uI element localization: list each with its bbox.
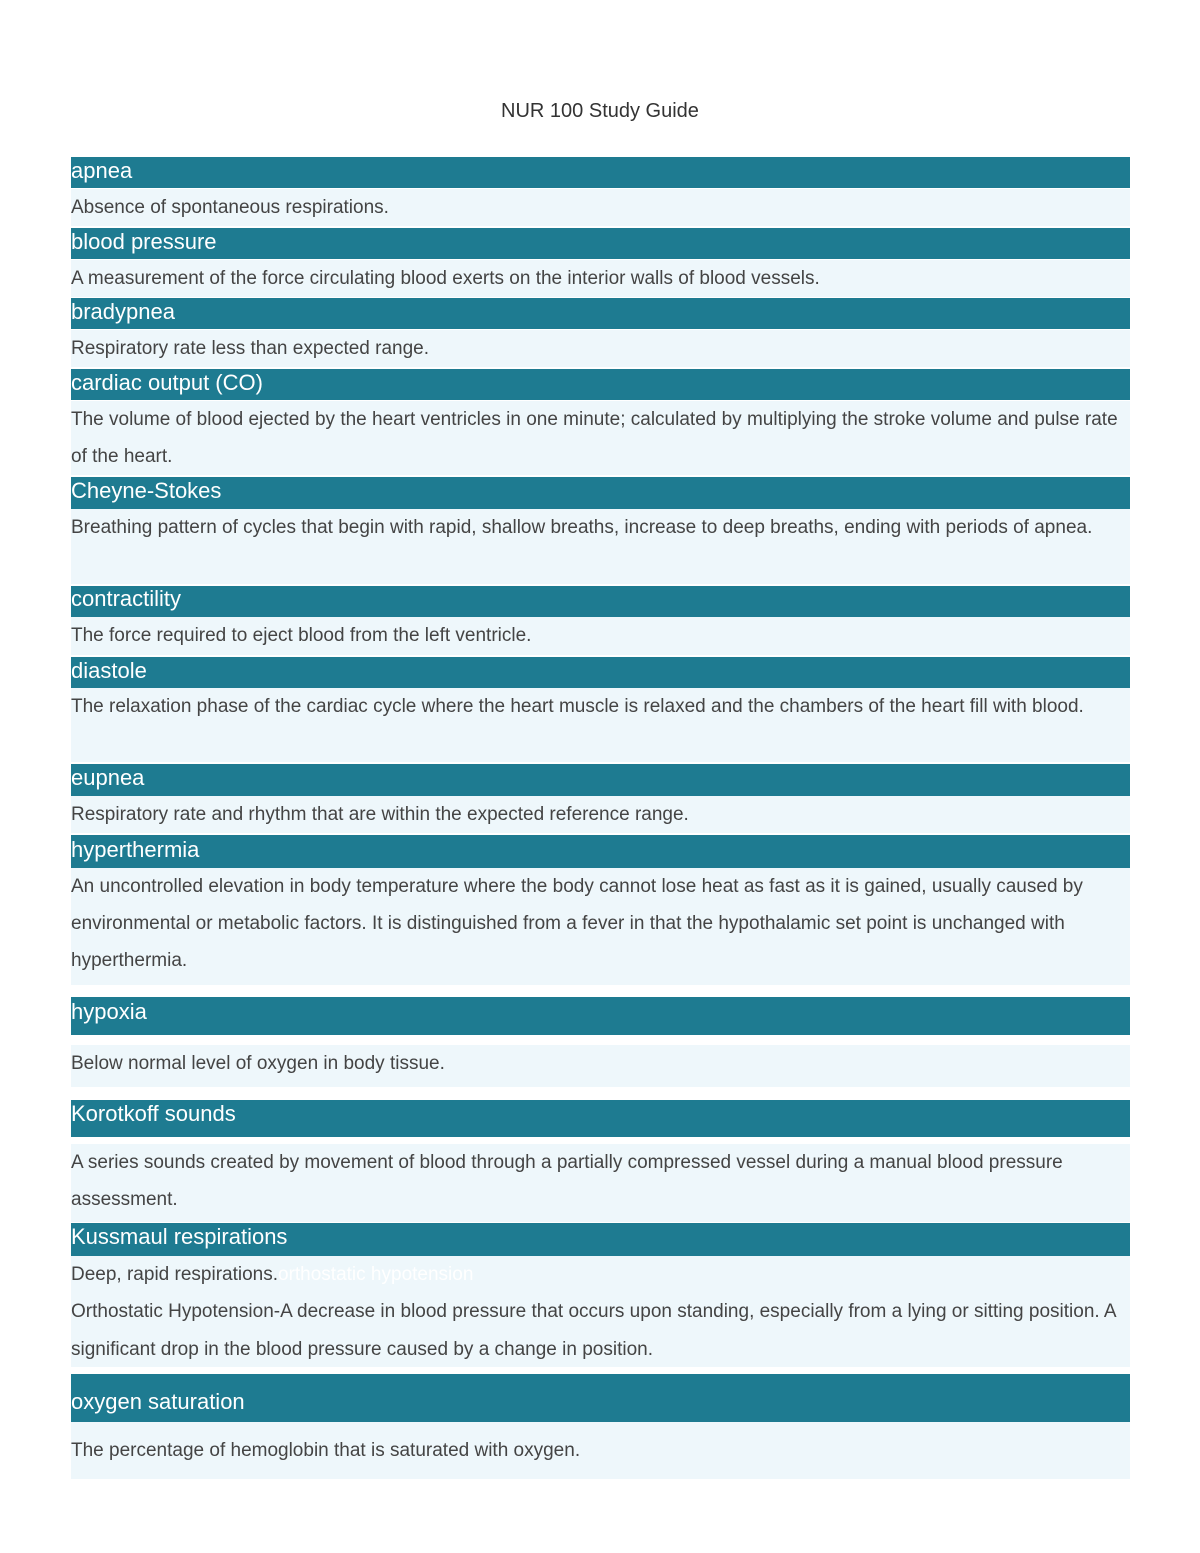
definition-text: Below normal level of oxygen in body tissue.	[71, 1053, 445, 1074]
term-heading: Kussmaul respirations	[71, 1223, 1130, 1256]
definition-text	[71, 1256, 1130, 1293]
term-heading: hypoxia	[71, 997, 1130, 1035]
term-heading: Korotkoff sounds	[71, 1100, 1130, 1137]
term-definition	[71, 868, 1130, 985]
definition-text: The force required to eject blood from the left ventricle.	[71, 625, 532, 646]
definition-text: A measurement of the force circulating blood exerts on the interior walls of blood vessels.	[71, 268, 820, 289]
term-heading: bradypnea	[71, 298, 1130, 329]
term-definition	[71, 617, 1130, 655]
definition-text: A series sounds created by movement of blood through a partially compressed vessel during a manual blood pressure assessment.	[71, 1152, 1063, 1210]
term-heading: apnea	[71, 157, 1130, 188]
term-heading: diastole	[71, 657, 1130, 688]
term-heading: hyperthermia	[71, 835, 1130, 868]
hidden-term-text: orthostatic hypotension	[278, 1264, 474, 1285]
term-definition	[71, 260, 1130, 297]
definition-text: Absence of spontaneous respirations.	[71, 197, 389, 218]
definition-text: The percentage of hemoglobin that is saturated with oxygen.	[71, 1440, 581, 1461]
definition-text: The volume of blood ejected by the heart ventricles in one minute; calculated by multiplying the stroke volume and pulse rate of the heart.	[71, 409, 1118, 467]
term-definition	[71, 330, 1130, 367]
definition-text: Breathing pattern of cycles that begin with rapid, shallow breaths, increase to deep breaths, ending with periods of apnea.	[71, 517, 1093, 538]
term-definition	[71, 509, 1130, 584]
page-title: NUR 100 Study Guide	[501, 100, 699, 122]
term-definition	[71, 1045, 1130, 1087]
term-definition	[71, 1144, 1130, 1222]
definition-text: Respiratory rate less than expected range.	[71, 338, 430, 359]
term-heading: contractility	[71, 586, 1130, 617]
term-definition	[71, 1422, 1130, 1479]
term-heading: blood pressure	[71, 228, 1130, 259]
term-definition	[71, 401, 1130, 475]
term-heading: eupnea	[71, 764, 1130, 796]
term-heading: cardiac output (CO)	[71, 369, 1130, 400]
term-definition	[71, 796, 1130, 833]
term-definition	[71, 189, 1130, 226]
definition-text-main: Deep, rapid respirations.	[71, 1264, 278, 1285]
definition-extra-text: Orthostatic Hypotension-A decrease in blood pressure that occurs upon standing, especially from a lying or sitting position. A significant drop in the blood pressure caused by a change in position.	[71, 1301, 1116, 1360]
term-definition	[71, 688, 1130, 762]
term-heading: oxygen saturation	[71, 1374, 1130, 1422]
definition-text: Respiratory rate and rhythm that are within the expected reference range.	[71, 804, 689, 825]
definition-text: An uncontrolled elevation in body temperature where the body cannot lose heat as fast as it is gained, usually caused by environmental or metabolic factors. It is distinguished from a fever in that the hypothalamic set point is unchanged with hyperthermia.	[71, 876, 1083, 971]
term-heading: Cheyne-Stokes	[71, 477, 1130, 509]
term-definition	[71, 1256, 1130, 1367]
definition-text: The relaxation phase of the cardiac cycle where the heart muscle is relaxed and the chambers of the heart fill with blood.	[71, 696, 1084, 717]
